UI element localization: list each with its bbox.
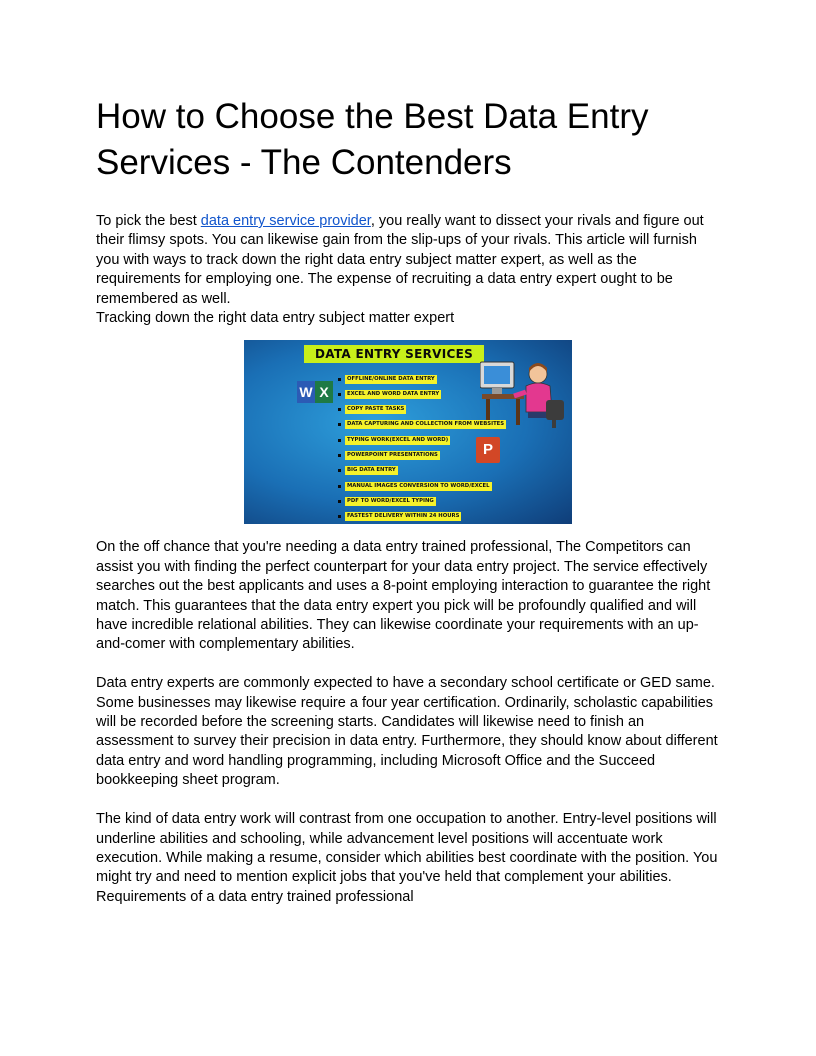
- document-page: [96, 94, 720, 907]
- service-item-label: EXCEL AND WORD DATA ENTRY: [347, 390, 440, 397]
- intro-text-before-link: To pick the best: [96, 213, 201, 229]
- service-item: [338, 433, 506, 448]
- paragraph-work-types: The kind of data entry work will contrast from one occupation to another. Entry-level positions will underline abilities and schooling, while advancement level positions will accentuate work execution. While making a resume, consider which abilities best coordinate with the position. You might try and need to mention explicit jobs that you've held that complement your abilities.: [96, 811, 718, 886]
- intro-text-after-link: , you really want to dissect your rivals and figure out their flimsy spots. You can likewise gain from the slip-ups of your rivals. This article will furnish you with ways to track down the right data entry subject matter expert, as well as the requirements for employing one. The expense of recruiting a data entry expert ought to be remembered as well.: [96, 213, 704, 307]
- paragraph-qualifications: Data entry experts are commonly expected to have a secondary school certificate or GED same. Some businesses may likewise require a four year certification. Ordinarily, scholastic capabilities will be recorded before the screening starts. Candidates will likewise need to finish an assessment to survey their precision in data entry. Furthermore, they should know about different data entry and word handling programming, including Microsoft Office and the Succeed bookkeeping sheet program.: [96, 675, 718, 789]
- subheading-requirements: Requirements of a data entry trained professional: [96, 888, 414, 905]
- data-entry-service-provider-link[interactable]: data entry service provider: [200, 213, 371, 229]
- service-item-label: DATA CAPTURING AND COLLECTION FROM WEBSITES: [347, 421, 505, 428]
- intro-paragraph: [96, 212, 720, 309]
- data-entry-services-banner: [244, 340, 572, 524]
- word-icon: W: [297, 381, 315, 403]
- service-item-label: COPY PASTE TASKS: [347, 406, 405, 413]
- service-item-label: PDF TO WORD/EXCEL TYPING: [347, 497, 434, 504]
- service-item-label: BIG DATA ENTRY: [347, 467, 396, 474]
- service-item: [338, 463, 506, 478]
- service-item: [338, 402, 506, 417]
- service-item-label: POWERPOINT PRESENTATIONS: [347, 452, 438, 459]
- banner-title: DATA ENTRY SERVICES: [304, 345, 484, 363]
- subheading-tracking: Tracking down the right data entry subject matter expert: [96, 310, 455, 327]
- service-item-label: MANUAL IMAGES CONVERSION TO WORD/EXCEL: [347, 482, 490, 489]
- powerpoint-icon: P: [476, 437, 500, 463]
- service-item-label: OFFLINE/ONLINE DATA ENTRY: [347, 375, 435, 382]
- service-item: [338, 417, 506, 432]
- service-item: [338, 371, 506, 386]
- service-item-label: TYPING WORK(EXCEL AND WORD): [347, 436, 449, 443]
- service-item: [338, 448, 506, 463]
- paragraph-competitors: On the off chance that you're needing a data entry trained professional, The Competitors can assist you with finding the perfect counterpart for your data entry project. The service effectively searches out the best applicants and uses a 8-point employing interaction to guarantee the right match. This guarantees that the data entry expert you pick will be profoundly qualified and will have incredible relational abilities. They can likewise coordinate your requirements with an up-and-comer with complementary abilities.: [96, 539, 711, 653]
- services-list: [338, 371, 506, 524]
- page-title: How to Choose the Best Data Entry Services - The Contenders: [96, 97, 649, 182]
- service-item: [338, 479, 506, 494]
- service-item: [338, 509, 506, 524]
- service-item: [338, 387, 506, 402]
- service-item: [338, 494, 506, 509]
- banner-figure: [96, 340, 720, 538]
- excel-icon: X: [315, 381, 333, 403]
- service-item-label: FASTEST DELIVERY WITHIN 24 HOURS: [347, 513, 460, 520]
